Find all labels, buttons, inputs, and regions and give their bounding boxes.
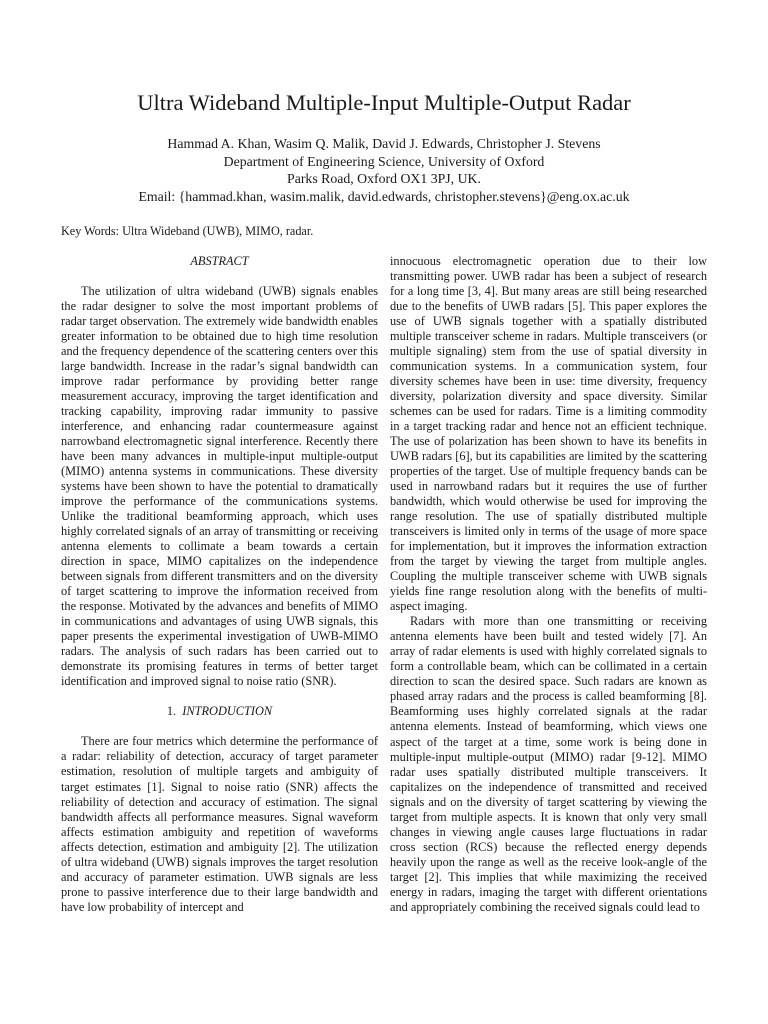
author-names: Hammad A. Khan, Wasim Q. Malik, David J. Edwards, Christopher J. Stevens (167, 136, 601, 151)
abstract-text: The utilization of ultra wideband (UWB) signals enables the radar designer to solve the most important problems of radar target observation. The extremely wide bandwidth enables greater information to be obtained due to high time resolution and the frequency dependence of the scattering centers over this large bandwidth. Increase in the radar’s signal bandwidth can improve radar performance by providing better range measurement accuracy, improving the target identification and tracking capability, improving radar immunity to passive interference, and enhancing radar countermeasure against narrowband electromagnetic signal interference. Recently there have been many advances in multiple-input multiple-output (MIMO) antenna systems in communications. These diversity systems have been shown to have the potential to dramatically improve the performance of the communications systems. Unlike the traditional beamforming approach, which uses highly correlated signals of an array of transmitting or receiving antenna elements to collimate a beam towards a certain direction in space, MIMO capitalizes on the independence between signals from different transmitters and on the diversity of target scattering to improve the information received from the response. Motivated by the advances and benefits of MIMO in communications and advantages of using UWB signals, this paper presents the experimental investigation of UWB-MIMO radars. The analysis of such radars has been carried out to demonstrate its promising features in terms of better target identification and improved signal to noise ratio (SNR). (61, 284, 378, 689)
affiliation: Department of Engineering Science, University of Oxford (223, 153, 545, 169)
keywords: Key Words: Ultra Wideband (UWB), MIMO, radar. (61, 224, 314, 238)
abstract-heading: ABSTRACT (190, 254, 249, 268)
intro-paragraph-1-continued: innocuous electromagnetic operation due to their low transmitting power. UWB radar has been a subject of research for a long time [3, 4]. But many areas are still being researched due to the benefits of UWB radars [5]. This paper explores the use of UWB signals together with a spatially distributed multiple transceiver scheme in radars. Multiple transceivers (or multiple signaling) stem from the use of spatial diversity in communication systems. In a communication system, four diversity schemes have been in use: time diversity, frequency diversity, polarization diversity and space diversity. Similar schemes can be used for radars. Time is a limiting commodity in a target tracking radar and hence not an efficient technique. The use of polarization has been shown to have its benefits in UWB radars [6], but its capabilities are limited by the scattering properties of the target. Use of multiple frequency bands can be used in narrowband radars but it requires the use of further bandwidth, which would otherwise be used for improving the range resolution. The use of spatially distributed multiple transceivers is limited only in terms of the usage of more space for implementation, but it improves the information extraction from the target by viewing the target from multiple angles. Coupling the multiple transceiver scheme with UWB signals yields fine range resolution along with the benefits of multi-aspect imaging. (390, 254, 707, 614)
right-column (390, 254, 707, 915)
address: Parks Road, Oxford OX1 3PJ, UK. (287, 171, 481, 187)
paper-title: Ultra Wideband Multiple-Input Multiple-Output Radar (137, 90, 631, 115)
intro-paragraph-1: There are four metrics which determine the performance of a radar: reliability of detection, accuracy of target parameter estimation, resolution of multiple targets and ambiguity of target estimates [1]. Signal to noise ratio (SNR) affects the reliability of detection and accuracy of estimation. The signal bandwidth affects all performance measures. Signal waveform affects estimation ambiguity and repetition of waveforms affects detection, estimation and ambiguity [2]. The utilization of ultra wideband (UWB) signals improves the target resolution and accuracy of parameter estimation. UWB signals are less prone to passive interference due to their large bandwidth and have low probability of intercept and (61, 734, 378, 914)
intro-paragraph-2: Radars with more than one transmitting or receiving antenna elements have been built and tested widely [7]. An array of radar elements is used with highly correlated signals to form a controllable beam, which can be collimated in a certain direction to scan the desired space. Such radars are known as phased array radars and the process is called beamforming [8]. Beamforming uses highly correlated signals at the radar antenna elements. Instead of beamforming, which views one aspect of the target at a time, some work is being done in multiple-input multiple-output (MIMO) radar [9-12]. MIMO radar uses spatially distributed multiple transceivers. It capitalizes on the independence of transmitted and received signals and on the diversity of target scattering by viewing the target from multiple aspects. It is known that only very small changes in viewing angle causes large fluctuations in radar cross section (RCS) because the reflected energy depends heavily upon the range as well as the receive look-angle of the target [2]. This implies that while maximizing the received energy in radars, imaging the target with different orientations and appropriately combining the received signals could lead to (390, 614, 707, 914)
email: Email: {hammad.khan, wasim.malik, david.edwards, christopher.stevens}@eng.ox.ac.uk (138, 188, 630, 204)
left-column (61, 254, 378, 915)
author-block (0, 135, 768, 205)
section-heading-introduction (61, 704, 378, 719)
section-title: INTRODUCTION (182, 704, 273, 719)
section-number: 1. (166, 704, 177, 719)
